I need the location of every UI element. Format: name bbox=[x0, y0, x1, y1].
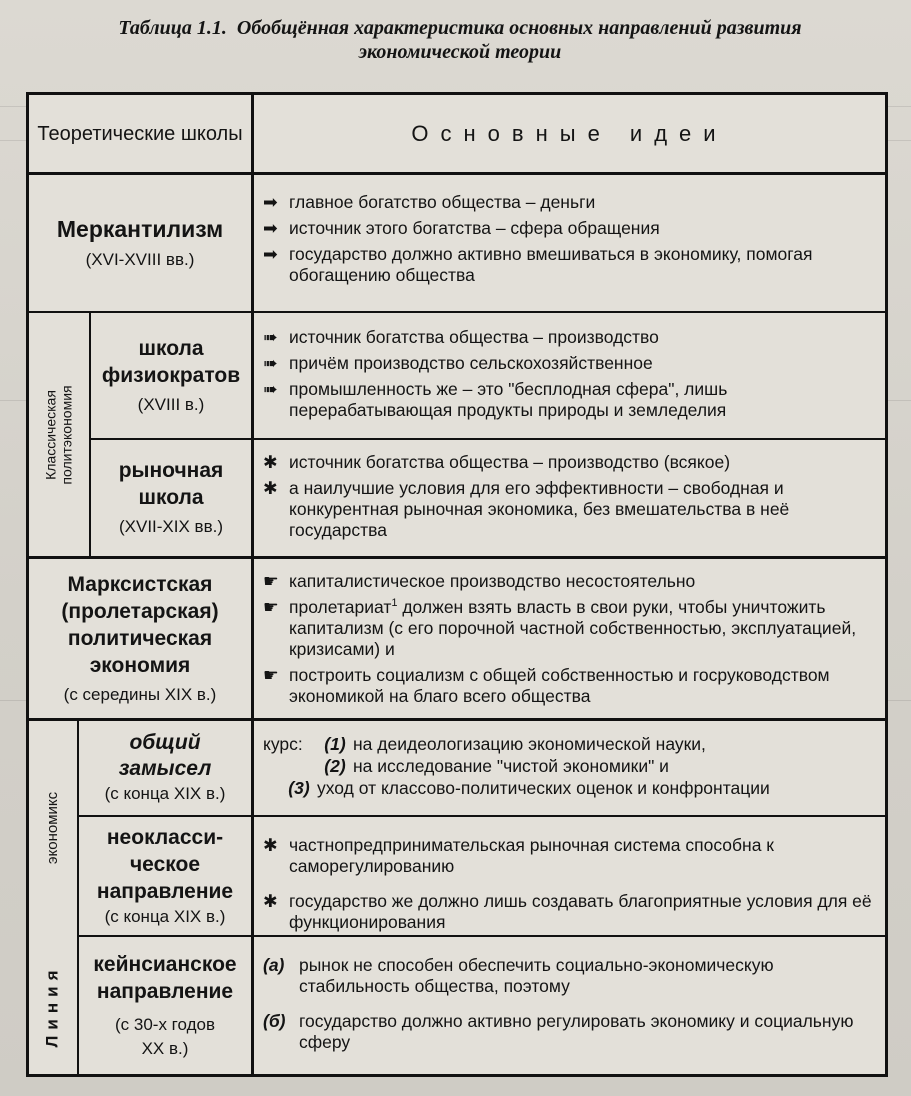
table-number: Таблица 1.1. bbox=[118, 17, 227, 39]
idea-text: государство же должно лишь создавать благоприятные условия для её функционирования bbox=[289, 891, 872, 932]
school-period: (с середины XIX в.) bbox=[63, 684, 217, 704]
idea-text: построить социализм с общей собственностью и госруководством экономикой на благо всего общества bbox=[289, 665, 830, 706]
ideas-neoclassical bbox=[263, 835, 873, 938]
arrow-right-icon: ➡ bbox=[263, 244, 278, 264]
idea-text: источник этого богатства – сфера обращения bbox=[289, 218, 660, 238]
arrow-right-icon: ➠ bbox=[263, 327, 278, 347]
item-number: (3) bbox=[288, 778, 310, 798]
school-period: (с конца XIX в.) bbox=[104, 906, 226, 926]
arrow-right-icon: ➠ bbox=[263, 379, 278, 399]
ideas-keynesian bbox=[263, 955, 873, 1058]
idea-text: источник богатства общества – производство (всякое) bbox=[289, 452, 731, 472]
school-period: (XVI-XVIII вв.) bbox=[85, 249, 195, 269]
ideas-mercantilism bbox=[263, 192, 873, 291]
school-period: (XVII-XIX вв.) bbox=[118, 517, 224, 536]
asterisk-icon: ✱ bbox=[263, 478, 278, 498]
school-general-concept bbox=[79, 721, 251, 815]
idea-text: должен взять власть в свои руки, чтобы уничтожить капитализм (с его порочной частной собственностью, эксплуатацией, кризисами) и bbox=[289, 597, 857, 659]
header-schools: Теоретические школы bbox=[37, 122, 243, 145]
idea-text: государство должно активно вмешиваться в экономику, помогая обогащению общества bbox=[289, 244, 813, 285]
school-name: Меркантилизм bbox=[56, 215, 224, 242]
school-market bbox=[91, 440, 251, 556]
idea-text: причём производство сельскохозяйственное bbox=[289, 353, 653, 373]
idea-text: на исследование "чистой экономики" и bbox=[353, 756, 669, 776]
school-name: школа физиократов bbox=[101, 336, 241, 387]
arrow-right-icon: ➡ bbox=[263, 192, 278, 212]
group-classical-political-economy bbox=[29, 313, 89, 556]
arrow-right-icon: ➠ bbox=[263, 353, 278, 373]
idea-text: государство должно активно регулировать экономику и социальную сферу bbox=[299, 1011, 854, 1052]
ideas-physiocrats bbox=[263, 327, 873, 426]
school-name: неокласси-ческое направление bbox=[96, 825, 234, 903]
idea-text: промышленность же – это "бесплодная сфера", лишь перерабатывающая продукты природы и земледелия bbox=[289, 379, 728, 420]
idea-text: на деидеологизацию экономической науки, bbox=[353, 734, 706, 754]
idea-text: капиталистическое производство несостоятельно bbox=[289, 571, 696, 591]
school-keynesian bbox=[79, 937, 251, 1074]
group-label: Линия bbox=[43, 963, 62, 1048]
item-number: (2) bbox=[324, 756, 346, 776]
group-label: экономикс bbox=[44, 791, 61, 865]
table-title: Обобщённая характеристика основных направлений развития экономической теории bbox=[236, 17, 802, 63]
idea-text: рынок не способен обеспечить социально-экономическую стабильность общества, поэтому bbox=[299, 955, 774, 996]
asterisk-icon: ✱ bbox=[263, 891, 278, 911]
school-name: общий замысел bbox=[118, 731, 212, 780]
school-mercantilism bbox=[29, 174, 251, 311]
school-marxist bbox=[29, 559, 251, 718]
idea-text: пролетариат bbox=[289, 597, 392, 617]
pointing-hand-icon: ☛ bbox=[263, 665, 279, 685]
group-line bbox=[29, 937, 77, 1074]
item-number: (б) bbox=[263, 1011, 286, 1031]
ideas-marxist bbox=[263, 571, 873, 712]
footnote-marker: 1 bbox=[391, 597, 398, 610]
schools-table bbox=[26, 92, 888, 1077]
school-period: (XVIII в.) bbox=[137, 394, 205, 414]
school-neoclassical bbox=[79, 817, 251, 935]
arrow-right-icon: ➡ bbox=[263, 218, 278, 238]
school-name: кейнсианское направление bbox=[93, 952, 237, 1003]
idea-text: а наилучшие условия для его эффективности – свободная и конкурентная рыночная экономика, без вмешательства в неё государства bbox=[289, 478, 790, 540]
table-caption bbox=[110, 16, 810, 64]
idea-text: источник богатства общества – производство bbox=[289, 327, 659, 347]
idea-text: уход от классово-политических оценок и конфронтации bbox=[317, 778, 770, 798]
item-number: (а) bbox=[263, 955, 285, 975]
school-physiocrats bbox=[91, 313, 251, 438]
header-ideas: Основные идеи bbox=[411, 120, 728, 146]
item-number: (1) bbox=[324, 734, 346, 754]
idea-text: главное богатство общества – деньги bbox=[289, 192, 596, 212]
idea-text: частнопредпринимательская рыночная система способна к саморегулированию bbox=[289, 835, 774, 876]
group-label: Классическая политэкономия bbox=[43, 384, 75, 485]
school-name: рыночная школа bbox=[118, 459, 224, 509]
asterisk-icon: ✱ bbox=[263, 835, 278, 855]
school-period: (с 30-х годов XX в.) bbox=[115, 1014, 215, 1058]
ideas-general bbox=[263, 733, 878, 799]
pointing-hand-icon: ☛ bbox=[263, 571, 279, 591]
asterisk-icon: ✱ bbox=[263, 452, 278, 472]
school-name: Марксистская (пролетарская) политическая экономия bbox=[61, 572, 219, 677]
course-label: курс: bbox=[263, 734, 303, 754]
pointing-hand-icon: ☛ bbox=[263, 597, 279, 617]
group-economics bbox=[29, 721, 77, 935]
ideas-market bbox=[263, 452, 873, 546]
school-period: (с конца XIX в.) bbox=[104, 784, 226, 803]
